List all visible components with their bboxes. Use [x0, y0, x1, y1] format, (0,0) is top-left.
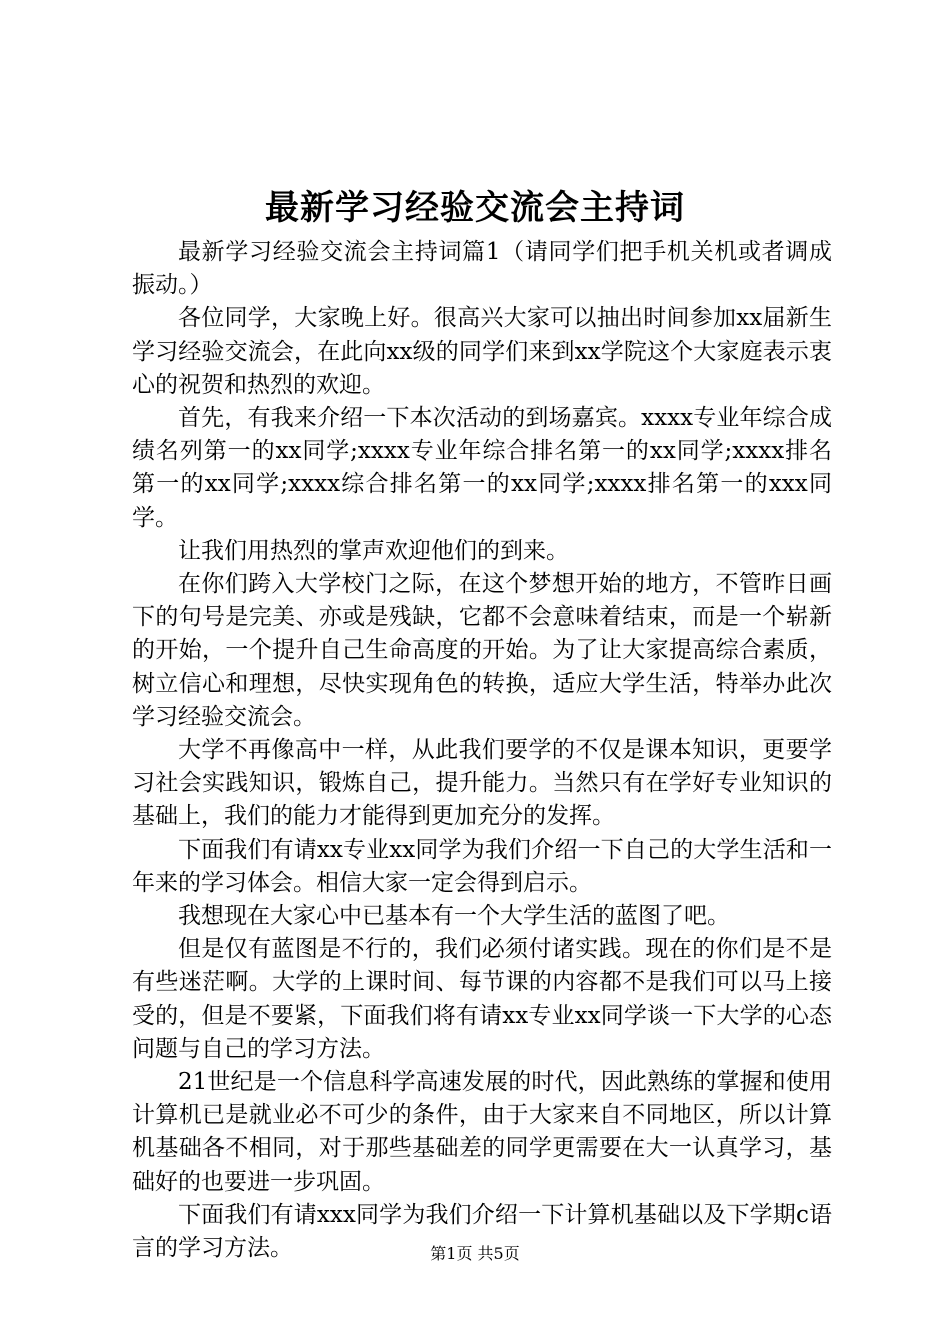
paragraph-5: 在你们跨入大学校门之际，在这个梦想开始的地方，不管昨日画下的句号是完美、亦或是残缺，它都不会意味着结束，而是一个崭新的开始，一个提升自己生命高度的开始。为了让大家提高综合素质，树立信心和理想，尽快实现角色的转换，适应大学生活，特举办此次学习经验交流会。 [132, 571, 832, 730]
paragraph-3: 首先，有我来介绍一下本次活动的到场嘉宾。xxxx专业年综合成绩名列第一的xx同学;xxxx专业年综合排名第一的xx同学;xxxx排名第一的xx同学;xxxx综合排名第一的xx同学;xxxx排名第一的xxx同学。 [132, 405, 832, 531]
paragraph-9: 但是仅有蓝图是不行的，我们必须付诸实践。现在的你们是不是有些迷茫啊。大学的上课时间、每节课的内容都不是我们可以马上接受的，但是不要紧，下面我们将有请xx专业xx同学谈一下大学的心态问题与自己的学习方法。 [132, 936, 832, 1062]
paragraph-10: 21世纪是一个信息科学高速发展的时代，因此熟练的掌握和使用计算机已是就业必不可少的条件，由于大家来自不同地区，所以计算机基础各不相同，对于那些基础差的同学更需要在大一认真学习，基础好的也要进一步巩固。 [132, 1069, 832, 1195]
document-title: 最新学习经验交流会主持词 [265, 188, 685, 228]
paragraph-2: 各位同学，大家晚上好。很高兴大家可以抽出时间参加xx届新生学习经验交流会，在此向xx级的同学们来到xx学院这个大家庭表示衷心的祝贺和热烈的欢迎。 [132, 305, 832, 398]
paragraph-4: 让我们用热烈的掌声欢迎他们的到来。 [178, 537, 569, 564]
paragraph-11: 下面我们有请xxx同学为我们介绍一下计算机基础以及下学期c语言的学习方法。 [132, 1201, 832, 1262]
paragraph-6: 大学不再像高中一样，从此我们要学的不仅是课本知识，更要学习社会实践知识，锻炼自己，提升能力。当然只有在学好专业知识的基础上，我们的能力才能得到更加充分的发挥。 [132, 737, 832, 830]
paragraph-7: 下面我们有请xx专业xx同学为我们介绍一下自己的大学生活和一年来的学习体会。相信大家一定会得到启示。 [132, 836, 832, 896]
paragraph-8: 我想现在大家心中已基本有一个大学生活的蓝图了吧。 [178, 903, 730, 930]
document-body [132, 236, 832, 1265]
paragraph-1: 最新学习经验交流会主持词篇1（请同学们把手机关机或者调成振动。） [132, 239, 832, 299]
page-footer: 第1页 共5页 [430, 1244, 520, 1263]
